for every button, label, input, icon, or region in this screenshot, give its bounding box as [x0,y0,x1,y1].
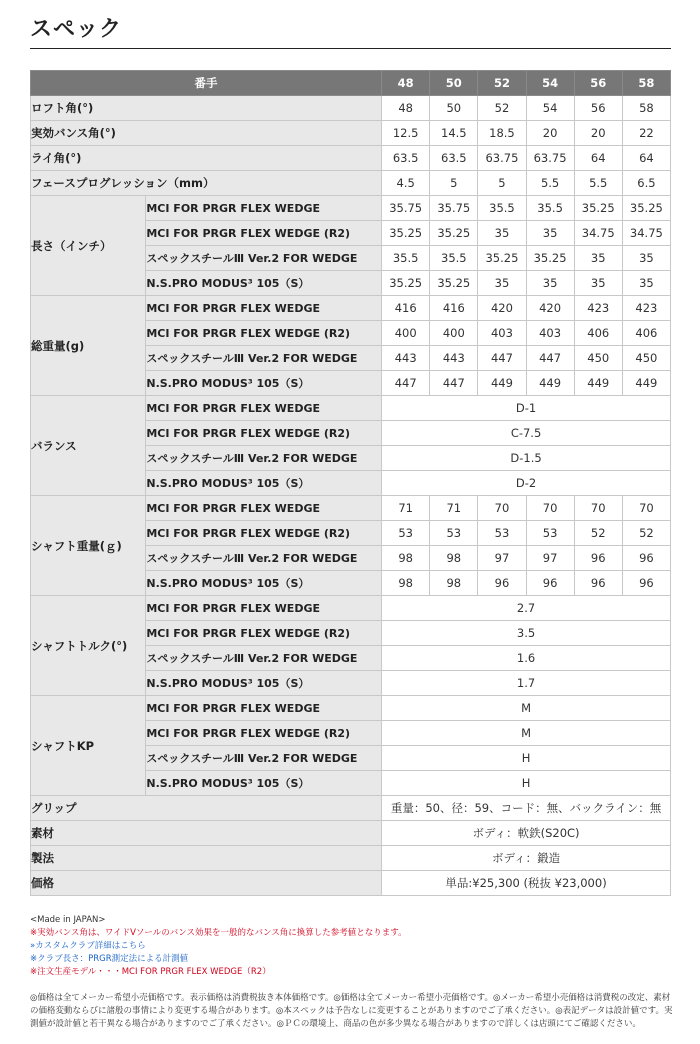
value-cell: 96 [622,571,670,596]
note-line: ※注文生産モデル・・・MCI FOR PRGR FLEX WEDGE（R2） [30,967,271,977]
shaft-name: スペックスチールⅢ Ver.2 FOR WEDGE [146,546,382,571]
table-row [31,821,671,846]
value-cell: 98 [382,571,430,596]
value-cell: 70 [526,496,574,521]
value-cell: 98 [382,546,430,571]
shaft-name: スペックスチールⅢ Ver.2 FOR WEDGE [146,646,382,671]
shaft-name: N.S.PRO MODUS³ 105（S） [146,271,382,296]
value-cell: 63.5 [430,146,478,171]
value-cell: 53 [526,521,574,546]
footer-disclaimer: ◎価格は全てメーカー希望小売価格です。表示価格は消費税抜き本体価格です。◎価格は全てメーカー希望小売価格です。◎メーカー希望小売価格は消費税の改定、素材の価格変動ならびに諸般の事情により変更する場合があります。◎本スペックは予告なしに変更することがありますのでご了承ください。◎表記データは設計値です。実測値が設計値と若干異なる場合がありますのでご了承ください。◎ＰＣの環境上、商品の色が多少異なる場合がありますので詳しくは店頭にてご確認ください。 [30,993,673,1029]
row-label: 価格 [31,871,382,896]
value-cell: 50 [430,96,478,121]
header-cell: 番手 [31,71,382,96]
value-cell: 97 [478,546,526,571]
shaft-name: MCI FOR PRGR FLEX WEDGE [146,396,382,421]
merged-value-cell: D-1.5 [382,446,671,471]
value-cell: 96 [478,571,526,596]
table-row [31,121,671,146]
row-label: 素材 [31,821,382,846]
shaft-name: N.S.PRO MODUS³ 105（S） [146,371,382,396]
value-cell: 70 [622,496,670,521]
value-cell: 443 [430,346,478,371]
header-loft-cell: 52 [478,71,526,96]
value-cell: 20 [526,121,574,146]
value-cell: 420 [478,296,526,321]
value-cell: 54 [526,96,574,121]
value-cell: 35.25 [382,221,430,246]
table-row [31,96,671,121]
value-cell: 447 [382,371,430,396]
shaft-name: MCI FOR PRGR FLEX WEDGE (R2) [146,421,382,446]
shaft-name: スペックスチールⅢ Ver.2 FOR WEDGE [146,446,382,471]
table-row [31,846,671,871]
value-cell: 53 [382,521,430,546]
merged-value-cell: H [382,771,671,796]
shaft-name: スペックスチールⅢ Ver.2 FOR WEDGE [146,746,382,771]
value-cell: 447 [526,346,574,371]
value-cell: 96 [526,571,574,596]
value-cell: 64 [574,146,622,171]
value-cell: 71 [382,496,430,521]
table-row [31,296,671,321]
table-row [31,871,671,896]
value-cell: 449 [622,371,670,396]
value-cell: 5.5 [574,171,622,196]
value-cell: 56 [574,96,622,121]
value-cell: 63.75 [478,146,526,171]
value-cell: 96 [574,571,622,596]
shaft-name: MCI FOR PRGR FLEX WEDGE [146,696,382,721]
notes [30,914,407,979]
row-label: 製法 [31,846,382,871]
value-cell: 35.25 [382,271,430,296]
value-cell: 97 [526,546,574,571]
value-cell: 58 [622,96,670,121]
value-cell: 63.75 [526,146,574,171]
value-cell: 52 [574,521,622,546]
row-label: 実効バンス角(°) [31,121,382,146]
table-header-row [31,71,671,96]
table-row [31,396,671,421]
merged-value-cell: ボディ：軟鉄(S20C) [382,821,671,846]
shaft-name: MCI FOR PRGR FLEX WEDGE (R2) [146,621,382,646]
value-cell: 35.75 [382,196,430,221]
shaft-name: N.S.PRO MODUS³ 105（S） [146,771,382,796]
value-cell: 449 [574,371,622,396]
group-label: シャフトKP [31,696,146,796]
value-cell: 423 [574,296,622,321]
table-row [31,196,671,221]
value-cell: 35.5 [430,246,478,271]
merged-value-cell: M [382,696,671,721]
value-cell: 53 [430,521,478,546]
table-row [31,596,671,621]
group-label: バランス [31,396,146,496]
value-cell: 4.5 [382,171,430,196]
header-loft-cell: 56 [574,71,622,96]
shaft-name: N.S.PRO MODUS³ 105（S） [146,571,382,596]
merged-value-cell: D-2 [382,471,671,496]
value-cell: 35.25 [622,196,670,221]
value-cell: 5.5 [526,171,574,196]
merged-value-cell: H [382,746,671,771]
header-loft-cell: 50 [430,71,478,96]
header-loft-cell: 54 [526,71,574,96]
value-cell: 35 [526,221,574,246]
value-cell: 35.25 [478,246,526,271]
value-cell: 96 [622,546,670,571]
shaft-name: MCI FOR PRGR FLEX WEDGE (R2) [146,321,382,346]
value-cell: 35.5 [478,196,526,221]
value-cell: 35.25 [574,196,622,221]
value-cell: 35 [478,221,526,246]
merged-value-cell: ボディ：鍛造 [382,846,671,871]
table-row [31,496,671,521]
merged-value-cell: 単品:¥25,300 (税抜 ¥23,000) [382,871,671,896]
merged-value-cell: C-7.5 [382,421,671,446]
value-cell: 35 [574,271,622,296]
value-cell: 14.5 [430,121,478,146]
value-cell: 35.25 [526,246,574,271]
value-cell: 52 [478,96,526,121]
value-cell: 34.75 [574,221,622,246]
value-cell: 71 [430,496,478,521]
value-cell: 35.25 [430,271,478,296]
value-cell: 447 [430,371,478,396]
value-cell: 420 [526,296,574,321]
merged-value-cell: M [382,721,671,746]
shaft-name: スペックスチールⅢ Ver.2 FOR WEDGE [146,246,382,271]
shaft-name: MCI FOR PRGR FLEX WEDGE (R2) [146,721,382,746]
note-link[interactable]: »カスタムクラブ詳細はこちら [30,941,146,951]
value-cell: 52 [622,521,670,546]
value-cell: 35.25 [430,221,478,246]
header-loft-cell: 48 [382,71,430,96]
note-link[interactable]: ※クラブ長さ：PRGR測定法による計測値 [30,954,189,964]
group-label: シャフトトルク(°) [31,596,146,696]
value-cell: 406 [574,321,622,346]
value-cell: 18.5 [478,121,526,146]
value-cell: 48 [382,96,430,121]
table-row [31,171,671,196]
value-cell: 450 [622,346,670,371]
value-cell: 70 [478,496,526,521]
shaft-name: MCI FOR PRGR FLEX WEDGE [146,596,382,621]
spec-table [30,70,671,896]
value-cell: 449 [526,371,574,396]
value-cell: 34.75 [622,221,670,246]
value-cell: 35.75 [430,196,478,221]
shaft-name: MCI FOR PRGR FLEX WEDGE [146,296,382,321]
value-cell: 449 [478,371,526,396]
page-title: スペック [30,17,123,42]
value-cell: 64 [622,146,670,171]
value-cell: 403 [526,321,574,346]
value-cell: 6.5 [622,171,670,196]
group-label: 総重量(g) [31,296,146,396]
title-divider [30,48,671,49]
note-line: <Made in JAPAN> [30,915,106,925]
value-cell: 35 [622,246,670,271]
value-cell: 447 [478,346,526,371]
value-cell: 98 [430,546,478,571]
merged-value-cell: 2.7 [382,596,671,621]
value-cell: 416 [430,296,478,321]
merged-value-cell: 1.7 [382,671,671,696]
row-label: グリップ [31,796,382,821]
shaft-name: MCI FOR PRGR FLEX WEDGE (R2) [146,221,382,246]
value-cell: 35 [574,246,622,271]
shaft-name: N.S.PRO MODUS³ 105（S） [146,671,382,696]
value-cell: 5 [430,171,478,196]
table-row [31,696,671,721]
value-cell: 35.5 [526,196,574,221]
row-label: ロフト角(°) [31,96,382,121]
value-cell: 5 [478,171,526,196]
note-line: ※実効バンス角は、ワイドVソールのバンス効果を一般的なバンス角に換算した参考値となります。 [30,928,407,938]
value-cell: 35 [622,271,670,296]
value-cell: 443 [382,346,430,371]
shaft-name: スペックスチールⅢ Ver.2 FOR WEDGE [146,346,382,371]
table-row [31,796,671,821]
value-cell: 35 [526,271,574,296]
value-cell: 22 [622,121,670,146]
value-cell: 416 [382,296,430,321]
value-cell: 403 [478,321,526,346]
value-cell: 98 [430,571,478,596]
shaft-name: MCI FOR PRGR FLEX WEDGE [146,496,382,521]
value-cell: 400 [382,321,430,346]
group-label: 長さ（インチ） [31,196,146,296]
value-cell: 450 [574,346,622,371]
merged-value-cell: 1.6 [382,646,671,671]
merged-value-cell: 重量：50、径：59、コード：無、バックライン：無 [382,796,671,821]
value-cell: 35 [478,271,526,296]
value-cell: 63.5 [382,146,430,171]
shaft-name: MCI FOR PRGR FLEX WEDGE [146,196,382,221]
group-label: シャフト重量(ｇ) [31,496,146,596]
value-cell: 423 [622,296,670,321]
merged-value-cell: D-1 [382,396,671,421]
value-cell: 96 [574,546,622,571]
value-cell: 70 [574,496,622,521]
shaft-name: MCI FOR PRGR FLEX WEDGE (R2) [146,521,382,546]
row-label: フェースプログレッション（mm） [31,171,382,196]
header-loft-cell: 58 [622,71,670,96]
value-cell: 12.5 [382,121,430,146]
value-cell: 20 [574,121,622,146]
value-cell: 53 [478,521,526,546]
value-cell: 400 [430,321,478,346]
shaft-name: N.S.PRO MODUS³ 105（S） [146,471,382,496]
value-cell: 35.5 [382,246,430,271]
row-label: ライ角(°) [31,146,382,171]
table-row [31,146,671,171]
merged-value-cell: 3.5 [382,621,671,646]
value-cell: 406 [622,321,670,346]
